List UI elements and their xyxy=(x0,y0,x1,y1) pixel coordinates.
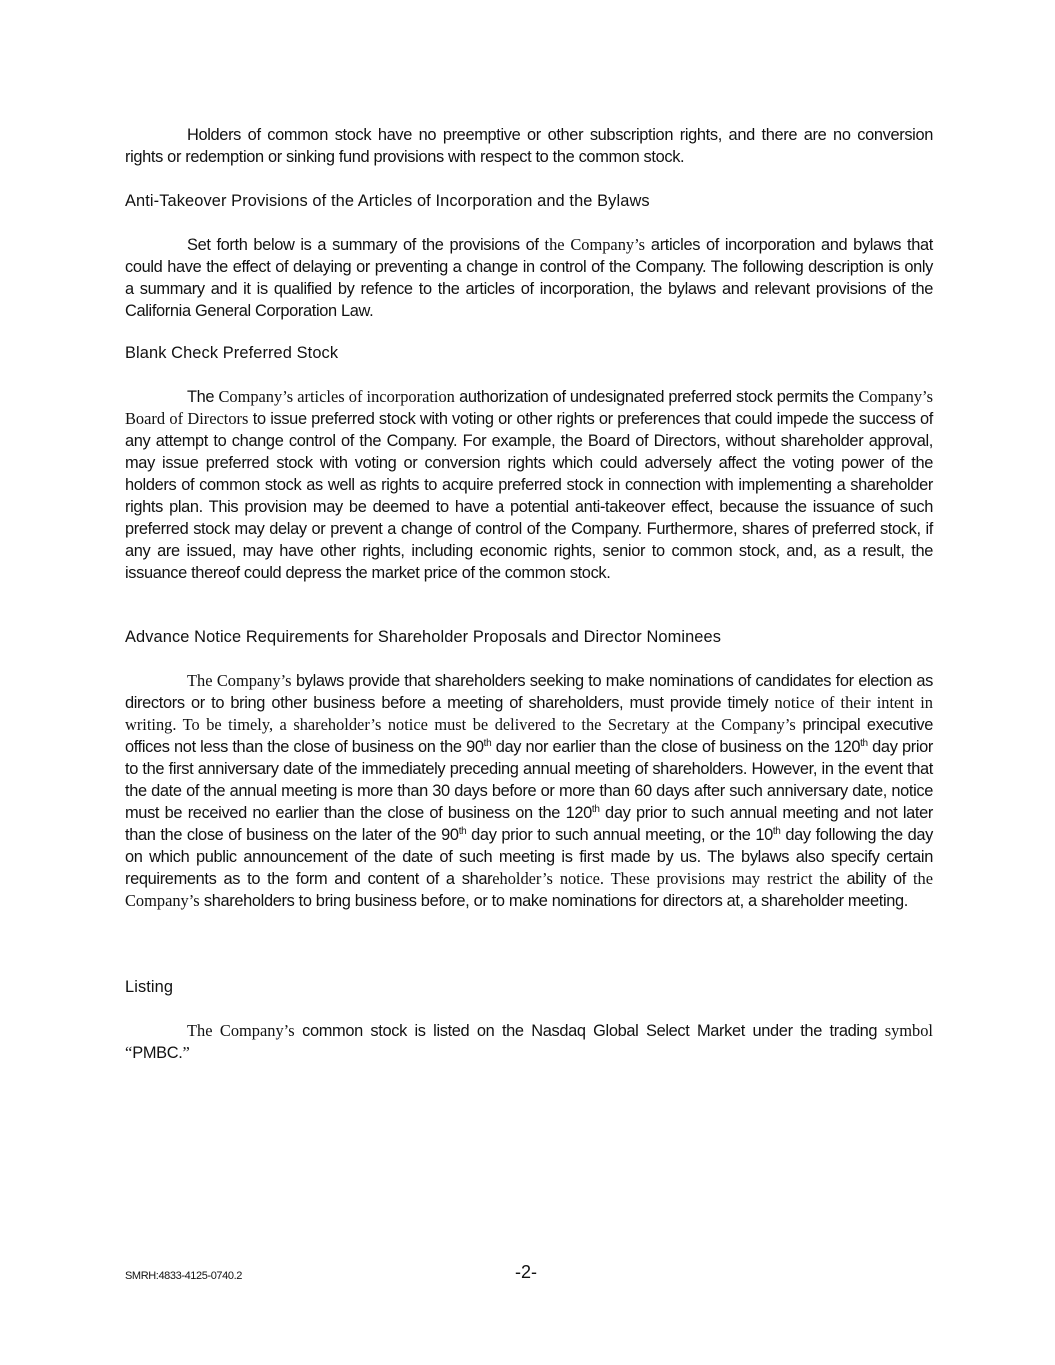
superscript: th xyxy=(458,826,467,837)
text: shareholders to bring business before, or to make nominations for directors at, a shareholder meeting. xyxy=(199,892,908,910)
text: bylaws provide that shareholders seeking to make nominations of candidates for election as directors or to bring other business before a meeting of shareholders, must provide timely xyxy=(125,672,933,712)
text: day prior to such annual meeting and not later than the close of business on the later of the 90 xyxy=(125,804,933,844)
heading-text: Anti-Takeover Provisions of the Articles of Incorporation and the Bylaws xyxy=(125,192,650,210)
superscript: th xyxy=(772,826,781,837)
superscript: th xyxy=(860,738,868,749)
text: Holders of common stock have no preemptive or other subscription rights, and there are no conversion rights or redemption or sinking fund provisions with respect to the common stock. xyxy=(125,126,933,166)
heading-text: Advance Notice Requirements for Shareholder Proposals and Director Nominees xyxy=(125,628,722,646)
paragraph-preemptive-rights xyxy=(125,124,933,168)
text: common stock is listed on the Nasdaq Global Select Market under the trading xyxy=(294,1022,885,1040)
text: principal executive offices not less than the close of business on the 90 xyxy=(125,716,933,756)
paragraph-anti-takeover-summary xyxy=(125,234,933,322)
text: authorization of undesignated preferred stock permits the xyxy=(454,388,859,406)
text: day nor earlier than the close of business on the 120 xyxy=(491,738,861,756)
text: The Company’s xyxy=(187,1021,295,1040)
footer-document-id: SMRH:4833-4125-0740.2 xyxy=(125,1270,242,1282)
text: Company’s articles of incorporation xyxy=(218,387,455,406)
paragraph-advance-notice xyxy=(125,670,933,912)
text: day prior to the first anniversary date of the immediately preceding annual meeting of shareholders. However, in the event that the date of the annual meeting is more than 30 days before or more than 60 days after such anniversary date, notice must be received no earlier than the close of business on the 120 xyxy=(125,738,933,822)
text: ability of xyxy=(839,870,913,888)
text: PMBC. xyxy=(132,1044,183,1062)
text: ” xyxy=(182,1043,190,1062)
text: The Company’s xyxy=(187,671,292,690)
heading-advance-notice xyxy=(125,626,933,648)
text: eholder’s notice. These provisions may restrict the xyxy=(492,869,840,888)
heading-listing xyxy=(125,976,933,998)
heading-text: Listing xyxy=(125,978,174,996)
heading-text: Blank Check Preferred Stock xyxy=(125,344,339,362)
superscript: th xyxy=(483,738,492,749)
text: Company’s Board of Directors xyxy=(125,387,933,428)
heading-blank-check xyxy=(125,342,933,364)
paragraph-blank-check xyxy=(125,386,933,584)
footer-page-number: -2- xyxy=(515,1262,537,1282)
text: to issue preferred stock with voting or other rights or preferences that could impede the success of any attempt to change control of the Company. For example, the Board of Directors, without shareholder approval, may issue preferred stock with voting or conversion rights which could adversely affect the voting power of the holders of common stock as well as rights to acquire preferred stock in connection with implementing a shareholder rights plan. This provision may be deemed to have a potential anti-takeover effect, because the issuance of such preferred stock may delay or prevent a change of control of the Company. Furthermore, shares of preferred stock, if any are issued, may have other rights, including economic rights, senior to common stock, and, as a result, the issuance thereof could depress the market price of the common stock. xyxy=(125,410,934,582)
text: notice of their intent in writing. To be timely, a shareholder’s notice must be delivered to the Secretary at the Company’s xyxy=(125,693,933,734)
text: the Company’s xyxy=(544,235,646,254)
text: articles of incorporation and bylaws that could have the effect of delaying or preventing a change in control of the Company. The following description is only a summary and it is qualified by refence to the articles of incorporation, the bylaws and relevant provisions of the California General Corporation Law. xyxy=(125,236,933,320)
text: day prior to such annual meeting, or the 10 xyxy=(466,826,773,844)
text: day following the day on which public announcement of the date of such meeting is first made by us. The bylaws also specify certain requirements as to the form and content of a shar xyxy=(125,826,933,888)
text: The xyxy=(187,388,219,406)
text: Set forth below is a summary of the provisions of xyxy=(187,236,545,254)
heading-anti-takeover xyxy=(125,190,933,212)
paragraph-listing xyxy=(125,1020,933,1064)
text: symbol “ xyxy=(125,1021,933,1062)
text: the Company’s xyxy=(125,869,933,910)
superscript: th xyxy=(591,804,600,815)
